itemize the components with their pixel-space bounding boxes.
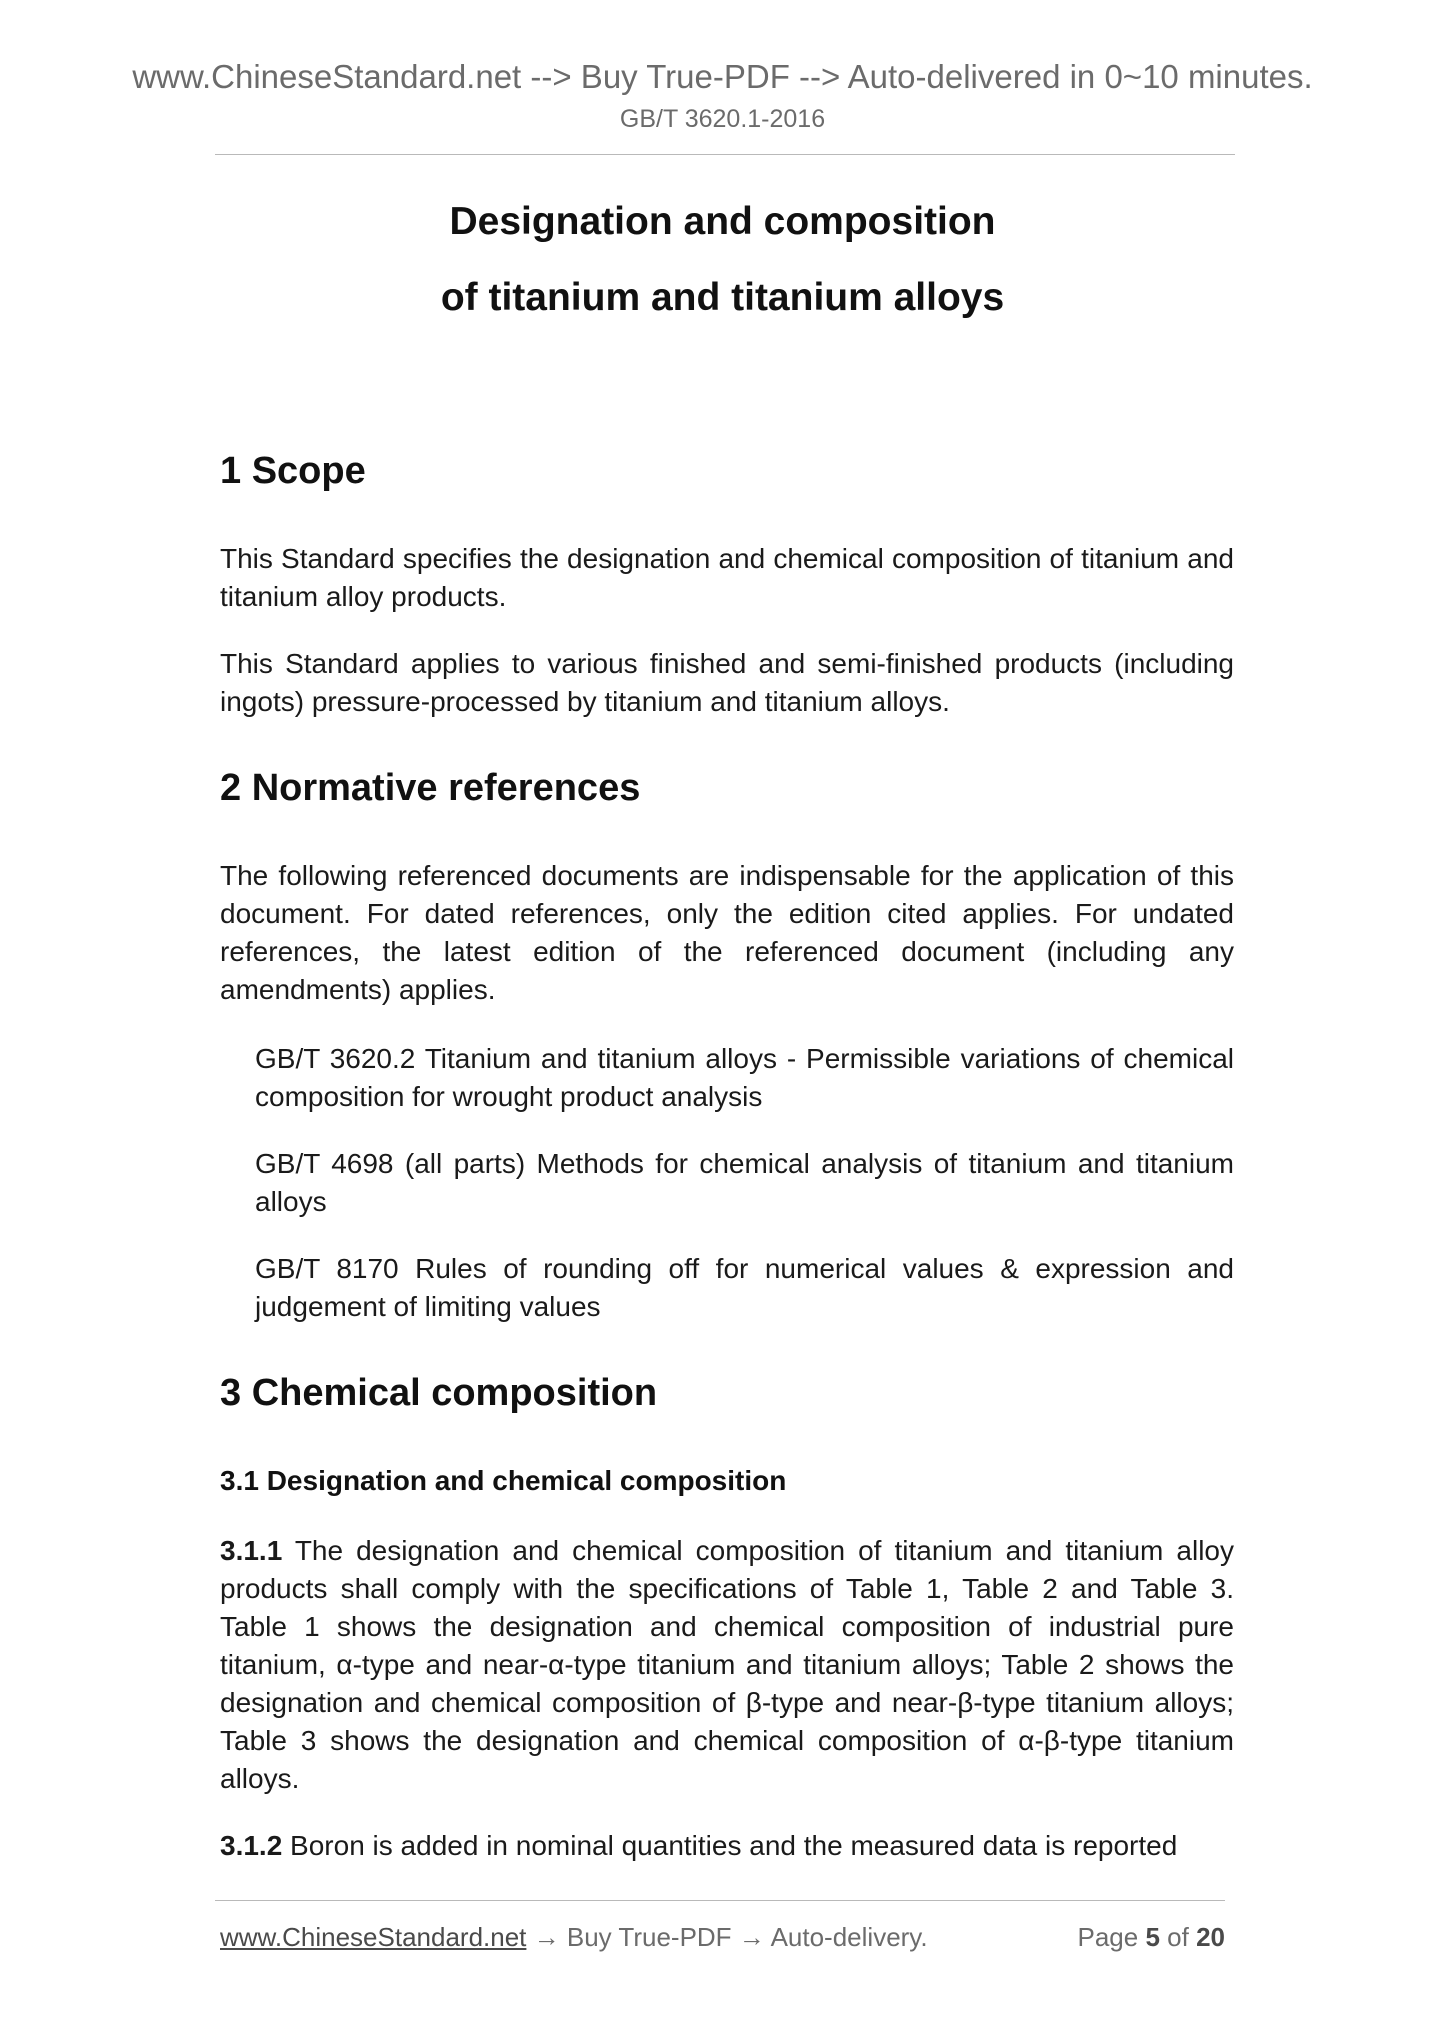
header-standard-number: GB/T 3620.1-2016 — [619, 105, 826, 133]
document-title-line1: Designation and composition — [449, 200, 996, 243]
subsection-heading-3-1: 3.1 Designation and chemical composition — [220, 1465, 787, 1496]
footer-site-link[interactable]: www.ChineseStandard.net — [220, 1922, 527, 1952]
clause-3-1-2 — [220, 1827, 1234, 1865]
scope-paragraph-2 — [220, 645, 1234, 721]
page-indicator — [1077, 1922, 1225, 1953]
section-heading-normative-references: 2 Normative references — [220, 767, 641, 809]
reference-item-gbt-4698: GB/T 4698 (all parts) Methods for chemical analysis of titanium and titanium alloys — [255, 1148, 1234, 1217]
scope-paragraph-1 — [220, 540, 1234, 616]
header-divider — [215, 154, 1235, 155]
clause-3-1-1 — [220, 1532, 1234, 1798]
footer-divider — [215, 1900, 1225, 1901]
section-heading-chemical-composition: 3 Chemical composition — [220, 1372, 658, 1414]
clause-number-3-1-2: 3.1.2 — [220, 1830, 283, 1861]
normative-intro-paragraph — [220, 857, 1234, 1009]
clause-text-3-1-2: Boron is added in nominal quantities and the measured data is reported — [282, 1830, 1178, 1861]
footer-tagline: → Buy True-PDF → Auto-delivery. — [526, 1922, 928, 1952]
scope-text-1: This Standard specifies the designation and chemical composition of titanium and titanium alloy products. — [220, 543, 1234, 612]
footer — [220, 1922, 1225, 1953]
scope-text-2: This Standard applies to various finished and semi-finished products (including ingots) pressure-processed by titanium and titanium alloys. — [220, 648, 1234, 717]
reference-item-gbt-3620-2: GB/T 3620.2 Titanium and titanium alloys - Permissible variations of chemical composition for wrought product analysis — [255, 1043, 1234, 1112]
normative-intro-text: The following referenced documents are indispensable for the application of this document. For dated references, only the edition cited applies. For undated references, the latest edition of the referenced document (including any amendments) applies. — [220, 860, 1234, 1005]
reference-item-gbt-8170: GB/T 8170 Rules of rounding off for numerical values & expression and judgement of limiting values — [255, 1253, 1234, 1322]
page-label: Page — [1077, 1922, 1139, 1952]
page-of: of — [1167, 1922, 1189, 1952]
header-banner: www.ChineseStandard.net --> Buy True-PDF --> Auto-delivered in 0~10 minutes. — [132, 58, 1313, 95]
clause-number-3-1-1: 3.1.1 — [220, 1535, 283, 1566]
document-title-line2: of titanium and titanium alloys — [440, 276, 1005, 319]
clause-text-3-1-1: The designation and chemical composition of titanium and titanium alloy products shall comply with the specifications of Table 1, Table 2 and Table 3. Table 1 shows the designation and chemical composition of industrial pure titanium, α-type and near-α-type titanium and titanium alloys; Table 2 shows the designation and chemical composition of β-type and near-β-type titanium alloys; Table 3 shows the designation and chemical composition of α-β-type titanium alloys. — [220, 1535, 1234, 1794]
page-total: 20 — [1196, 1922, 1225, 1952]
page-current: 5 — [1145, 1922, 1160, 1952]
section-heading-scope: 1 Scope — [220, 450, 366, 492]
